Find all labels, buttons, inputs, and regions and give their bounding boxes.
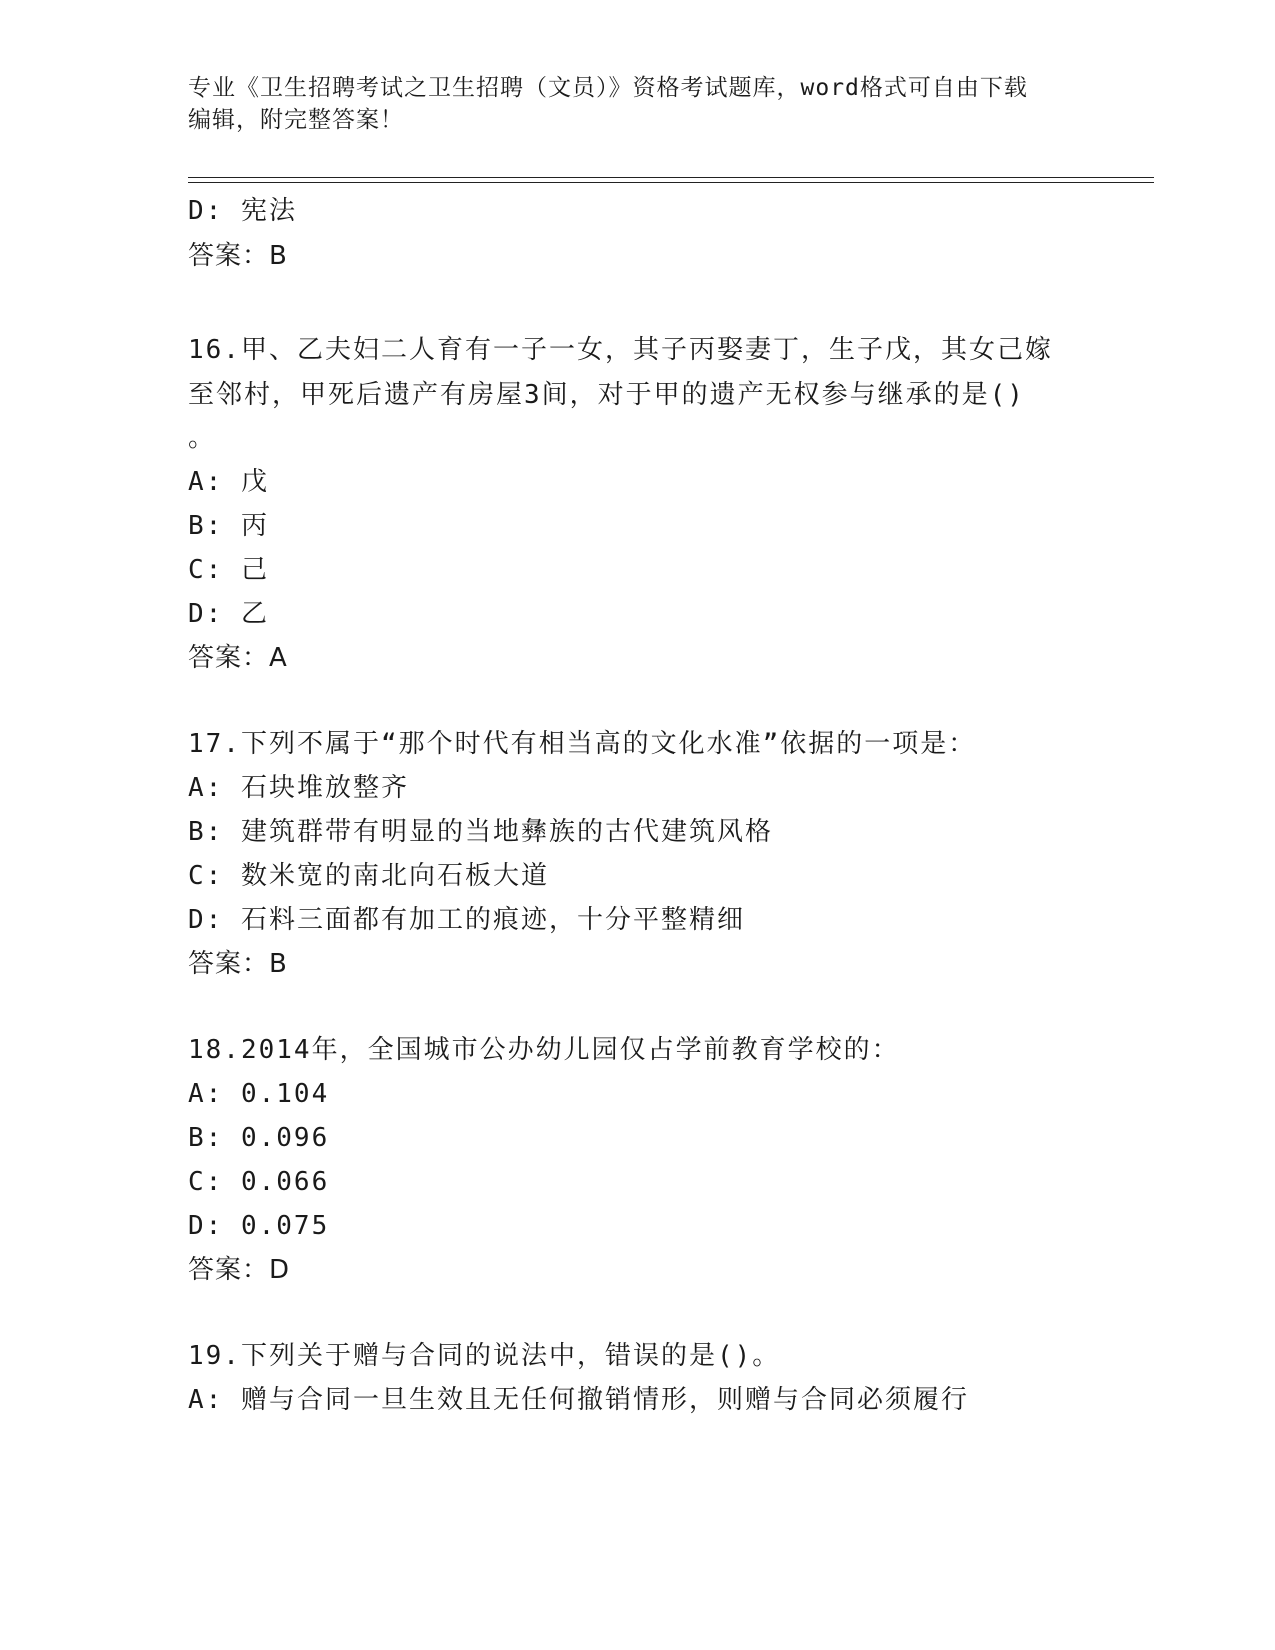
q18-stem: 18.2014年，全国城市公办幼儿园仅占学前教育学校的： xyxy=(188,1035,900,1065)
q17-option-b: B: 建筑群带有明显的当地彝族的古代建筑风格 xyxy=(188,817,773,847)
header-rule-top xyxy=(188,177,1154,178)
q18-option-c: C: 0.066 xyxy=(188,1167,330,1197)
q17-option-c: C: 数米宽的南北向石板大道 xyxy=(188,861,549,891)
q16-option-a: A: 戊 xyxy=(188,467,269,497)
q15-option-d: D: 宪法 xyxy=(188,196,297,226)
q17-option-a: A: 石块堆放整齐 xyxy=(188,773,409,803)
header-line-1: 专业《卫生招聘考试之卫生招聘（文员）》资格考试题库，word格式可自由下载 xyxy=(188,75,1028,101)
q16-option-c: C: 己 xyxy=(188,555,269,585)
q16-stem-line-2: 至邻村，甲死后遗产有房屋3间，对于甲的遗产无权参与继承的是() xyxy=(188,380,1025,410)
q17-answer: 答案：B xyxy=(188,949,288,979)
q18-option-a: A: 0.104 xyxy=(188,1079,330,1109)
q17-option-d: D: 石料三面都有加工的痕迹，十分平整精细 xyxy=(188,905,745,935)
q17-stem: 17.下列不属于“那个时代有相当高的文化水准”依据的一项是： xyxy=(188,729,977,759)
q16-option-d: D: 乙 xyxy=(188,599,269,629)
q18-option-b: B: 0.096 xyxy=(188,1123,330,1153)
q19-stem: 19.下列关于赠与合同的说法中，错误的是()。 xyxy=(188,1341,781,1371)
q15-answer: 答案：B xyxy=(188,241,288,271)
q18-answer: 答案：D xyxy=(188,1255,291,1285)
q16-stem-line-3: 。 xyxy=(188,423,217,453)
header-rule-bottom xyxy=(188,182,1154,183)
header-line-2: 编辑，附完整答案！ xyxy=(188,107,404,133)
q16-stem-line-1: 16.甲、乙夫妇二人育有一子一女，其子丙娶妻丁，生子戊，其女己嫁 xyxy=(188,335,1053,365)
q16-answer: 答案：A xyxy=(188,643,288,673)
document-header xyxy=(188,72,1088,136)
q19-option-a: A: 赠与合同一旦生效且无任何撤销情形，则赠与合同必须履行 xyxy=(188,1385,969,1415)
q16-option-b: B: 丙 xyxy=(188,511,269,541)
q18-option-d: D: 0.075 xyxy=(188,1211,330,1241)
